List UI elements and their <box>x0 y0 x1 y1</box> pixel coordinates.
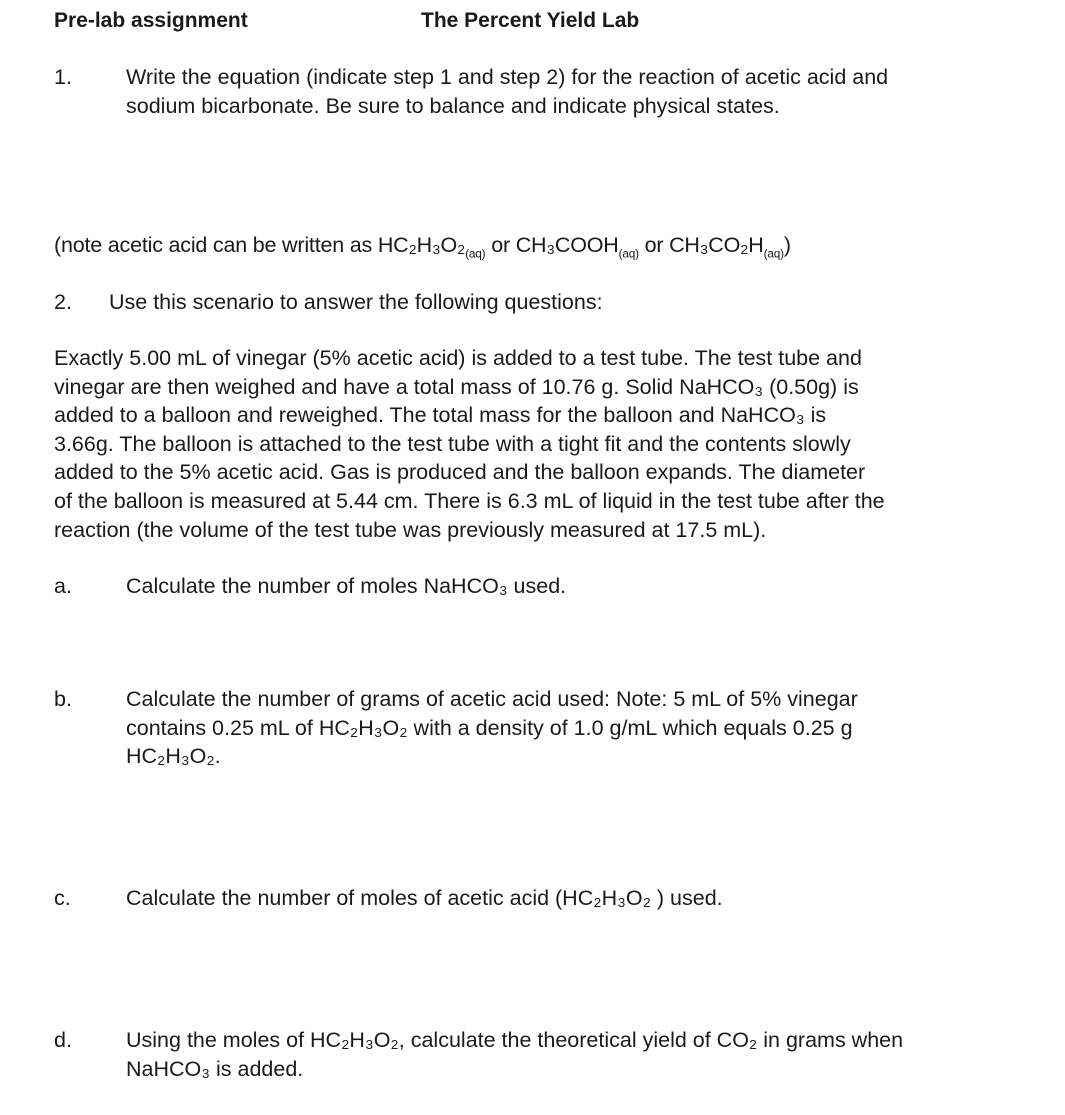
question-letter: a. <box>54 574 72 598</box>
header-label: Pre-lab assignment <box>54 9 248 32</box>
scenario-line: Exactly 5.00 mL of vinegar (5% acetic acid) is added to a test tube. The test tube and <box>54 346 862 370</box>
question-a-text: Calculate the number of moles NaHCO₃ used. <box>126 574 567 598</box>
state-subscript: (aq) <box>465 246 486 261</box>
question-1-line-1: Write the equation (indicate step 1 and step 2) for the reaction of acetic acid and <box>126 65 889 89</box>
note-or: or <box>485 233 516 257</box>
question-1-line-2: sodium bicarbonate. Be sure to balance and indicate physical states. <box>126 93 780 118</box>
question-d-line-2: NaHCO₃ is added. <box>126 1056 304 1081</box>
question-b-line-3: HC₂H₃O₂. <box>126 744 221 769</box>
scenario-line: of the balloon is measured at 5.44 cm. There is 6.3 mL of liquid in the test tube after the <box>54 488 885 513</box>
scenario-line: reaction (the volume of the test tube was previously measured at 17.5 mL). <box>54 517 767 542</box>
scenario-line: 3.66g. The balloon is attached to the test tube with a tight fit and the contents slowly <box>54 431 851 456</box>
question-d-line-1: Using the moles of HC₂H₃O₂, calculate the theoretical yield of CO₂ in grams when <box>126 1028 904 1052</box>
scenario-paragraph <box>54 344 1024 544</box>
page-title: The Percent Yield Lab <box>421 9 640 32</box>
question-letter: b. <box>54 687 72 711</box>
scenario-line: added to the 5% acetic acid. Gas is produced and the balloon expands. The diameter <box>54 460 866 485</box>
question-1-text <box>126 63 1026 120</box>
question-2-text: Use this scenario to answer the following questions: <box>109 290 603 314</box>
question-number: 1. <box>54 65 72 89</box>
note-prefix: (note acetic acid can be written as <box>54 233 378 257</box>
state-subscript: (aq) <box>618 246 639 261</box>
question-b-line-2: contains 0.25 mL of HC₂H₃O₂ with a density of 1.0 g/mL which equals 0.25 g <box>126 715 853 740</box>
state-subscript: (aq) <box>763 246 784 261</box>
formula-2: CH₃COOH <box>515 233 619 257</box>
note-suffix: ) <box>783 233 791 257</box>
note-or: or <box>638 233 670 257</box>
scenario-line: added to a balloon and reweighed. The total mass for the balloon and NaHCO₃ is <box>54 403 827 428</box>
scenario-line: vinegar are then weighed and have a total mass of 10.76 g. Solid NaHCO₃ (0.50g) is <box>54 374 859 399</box>
question-letter: c. <box>54 886 71 910</box>
formula-3: CH₃CO₂H <box>669 233 764 257</box>
question-b-line-1: Calculate the number of grams of acetic acid used: Note: 5 mL of 5% vinegar <box>126 687 858 711</box>
question-b-text <box>126 685 1026 771</box>
formula-1: HC₂H₃O₂ <box>377 233 466 257</box>
question-number: 2. <box>54 290 72 314</box>
question-d-text <box>126 1026 1026 1083</box>
question-c-text: Calculate the number of moles of acetic acid (HC₂H₃O₂ ) used. <box>126 886 723 910</box>
acetic-acid-note <box>54 231 1024 260</box>
question-letter: d. <box>54 1028 72 1052</box>
